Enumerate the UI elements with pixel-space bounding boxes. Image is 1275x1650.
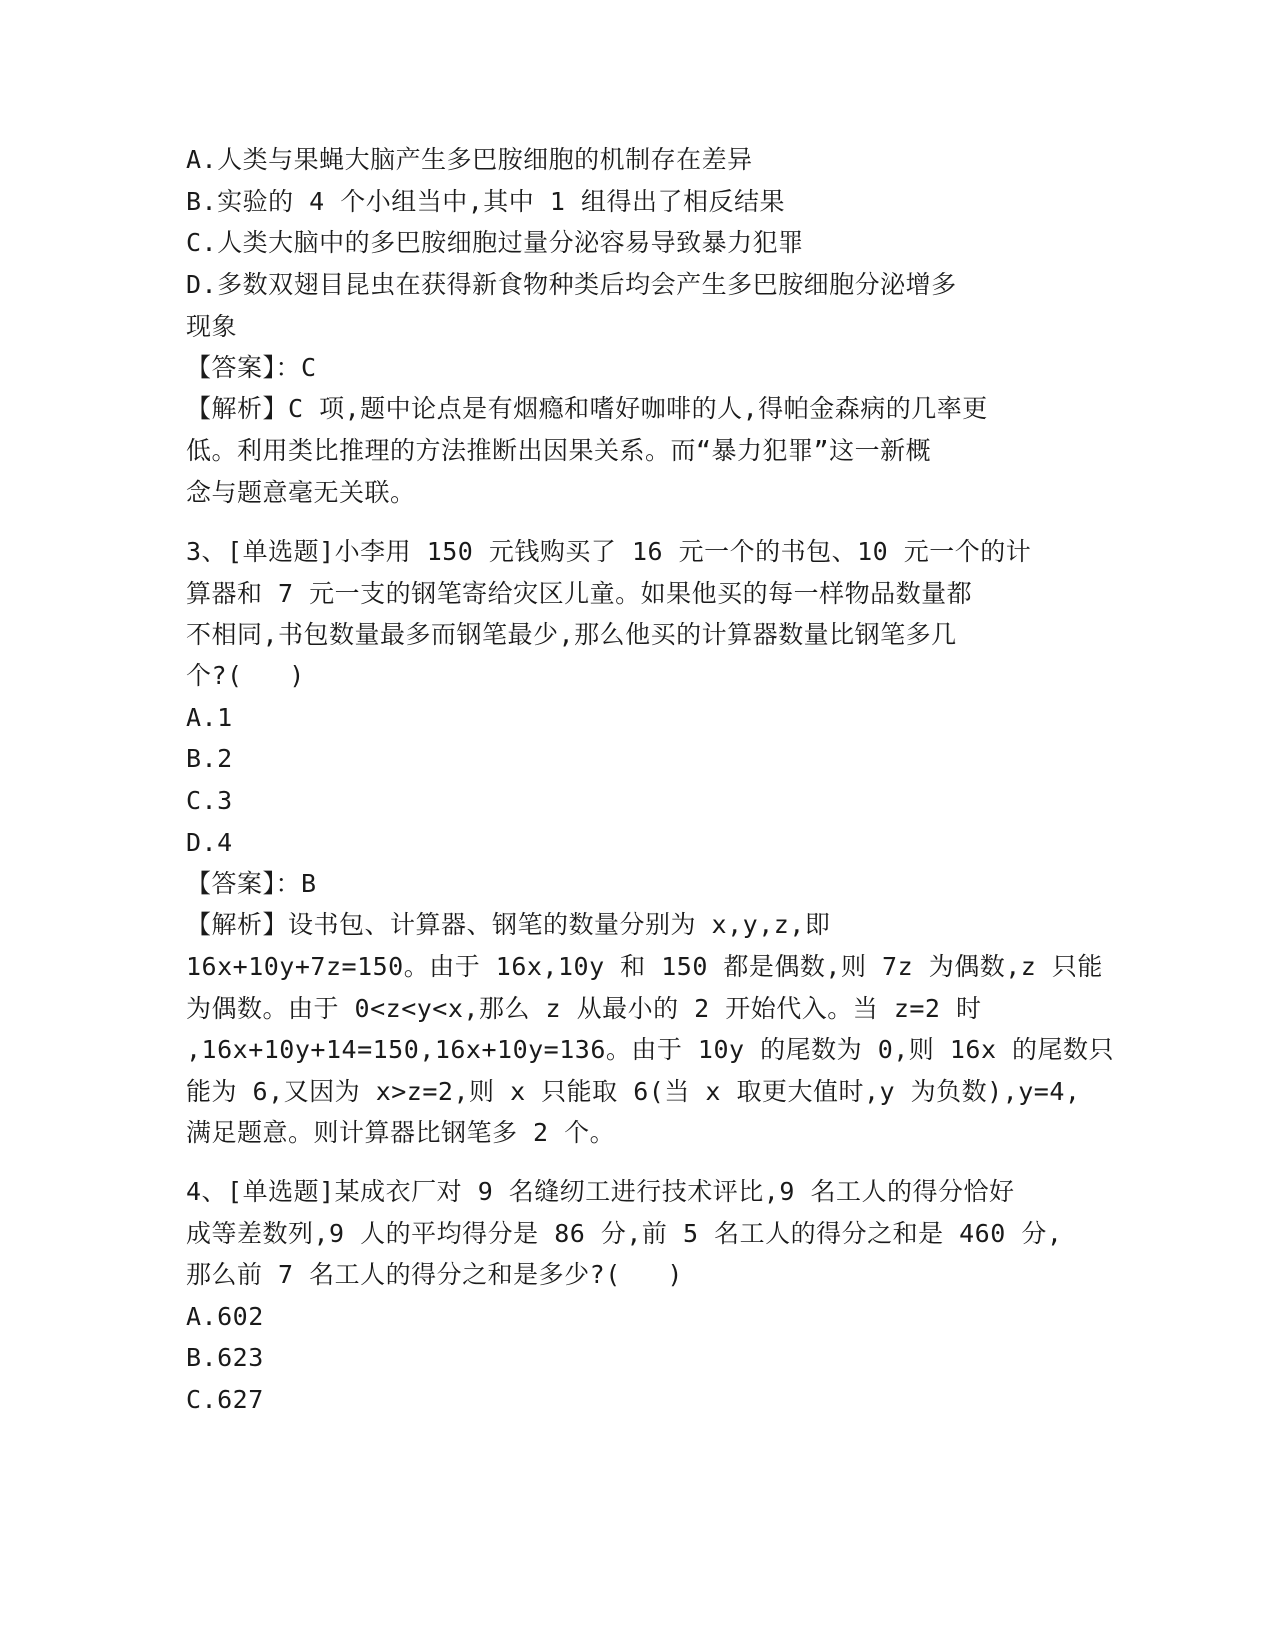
q2-option-c: C.人类大脑中的多巴胺细胞过量分泌容易导致暴力犯罪: [186, 228, 804, 257]
q3-option-c: C.3: [186, 786, 233, 815]
q3-option-a: A.1: [186, 703, 233, 732]
q3-analysis-line: 为偶数。由于 0<z<y<x,那么 z 从最小的 2 开始代入。当 z=2 时: [186, 994, 982, 1023]
q3-analysis-line: 【解析】设书包、计算器、钢笔的数量分别为 x,y,z,即: [186, 910, 831, 939]
q3-answer: 【答案】：B: [186, 869, 317, 898]
q3-stem-line: 算器和 7 元一支的钢笔寄给灾区儿童。如果他买的每一样物品数量都: [186, 579, 973, 608]
q3-stem-line: 不相同,书包数量最多而钢笔最少,那么他买的计算器数量比钢笔多几: [186, 620, 957, 649]
q2-analysis-line: 低。利用类比推理的方法推断出因果关系。而“暴力犯罪”这一新概: [186, 436, 932, 465]
q2-analysis-line: 【解析】C 项,题中论点是有烟瘾和嗜好咖啡的人,得帕金森病的几率更: [186, 394, 988, 423]
q3-analysis-line: 16x+10y+7z=150。由于 16x,10y 和 150 都是偶数,则 7z 为偶数,z 只能: [186, 952, 1103, 981]
q4-stem-line: 4、[单选题]某成衣厂对 9 名缝纫工进行技术评比,9 名工人的得分恰好: [186, 1177, 1015, 1206]
q3-analysis-line: ,16x+10y+14=150,16x+10y=136。由于 10y 的尾数为 0,则 16x 的尾数只: [186, 1035, 1115, 1064]
q2-answer: 【答案】：C: [186, 353, 317, 382]
q4-stem-line: 那么前 7 名工人的得分之和是多少?( ): [186, 1260, 683, 1289]
q3-analysis-line: 能为 6,又因为 x>z=2,则 x 只能取 6(当 x 取更大值时,y 为负数),y=4,: [186, 1077, 1081, 1106]
q3-stem-line: 个?( ): [186, 661, 305, 690]
q2-option-d: D.多数双翅目昆虫在获得新食物种类后均会产生多巴胺细胞分泌增多: [186, 270, 957, 299]
q3-analysis-line: 满足题意。则计算器比钢笔多 2 个。: [186, 1118, 616, 1147]
q3-stem-line: 3、[单选题]小李用 150 元钱购买了 16 元一个的书包、10 元一个的计: [186, 537, 1032, 566]
q4-option-b: B.623: [186, 1343, 264, 1372]
q2-option-d-cont: 现象: [186, 312, 238, 341]
q4-stem-line: 成等差数列,9 人的平均得分是 86 分,前 5 名工人的得分之和是 460 分,: [186, 1219, 1063, 1248]
q2-analysis-line: 念与题意毫无关联。: [186, 478, 416, 507]
q3-option-d: D.4: [186, 828, 233, 857]
q4-option-c: C.627: [186, 1385, 264, 1414]
q2-option-b: B.实验的 4 个小组当中,其中 1 组得出了相反结果: [186, 187, 785, 216]
q4-option-a: A.602: [186, 1302, 264, 1331]
q2-option-a: A.人类与果蝇大脑产生多巴胺细胞的机制存在差异: [186, 145, 753, 174]
q3-option-b: B.2: [186, 744, 233, 773]
